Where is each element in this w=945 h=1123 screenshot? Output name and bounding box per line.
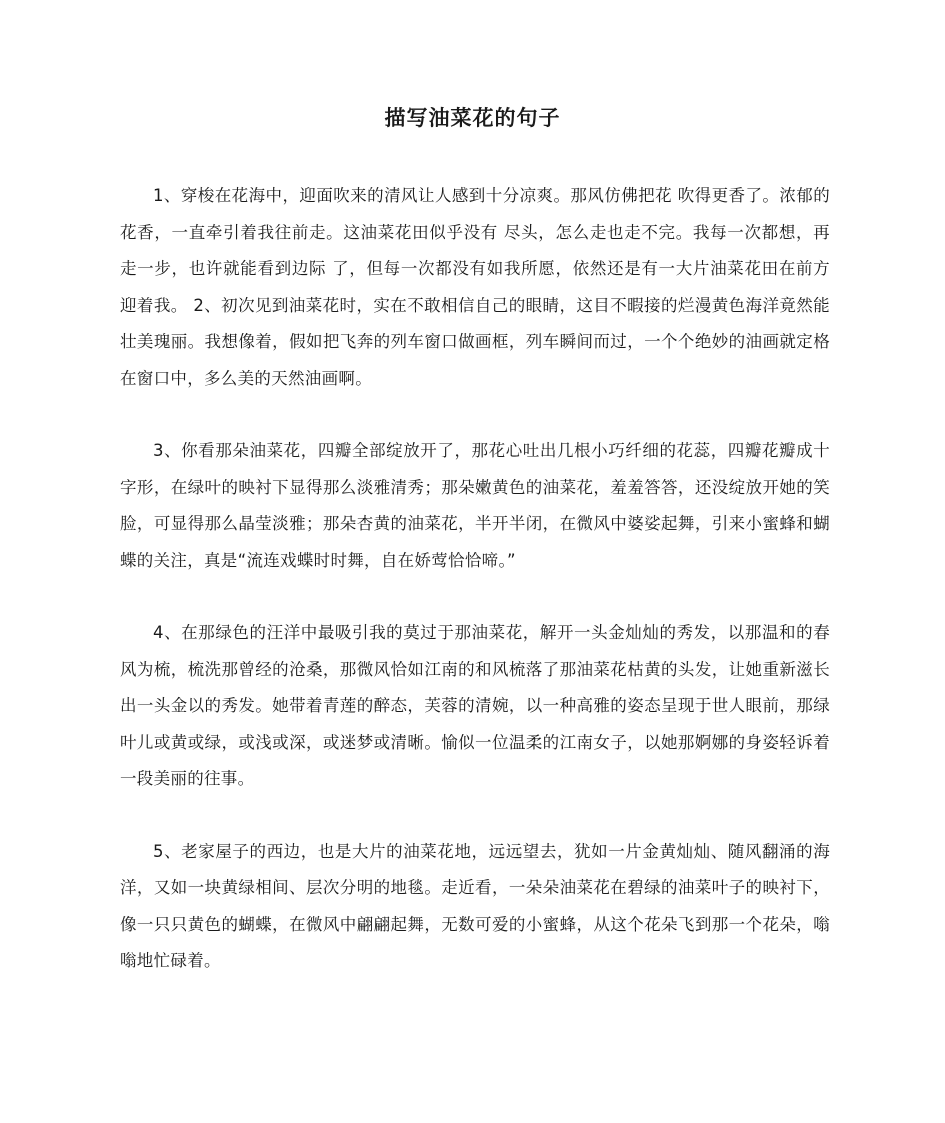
- page-title: 描写油菜花的句子: [384, 106, 561, 130]
- paragraph-2: 3、你看那朵油菜花，四瓣全部绽放开了，那花心吐出几根小巧纤细的花蕊，四瓣花瓣成十字形，在绿叶的映衬下显得那么淡雅清秀；那朵嫩黄色的油菜花，羞羞答答，还没绽放开她的笑脸，可显得那么晶莹淡雅；那朵杏黄的油菜花，半开半闭，在微风中婆娑起舞，引来小蜜蜂和蝴蝶的关注，真是“流连戏蝶时时舞，自在娇莺恰恰啼。”: [120, 441, 830, 570]
- paragraph-1: 1、穿梭在花海中，迎面吹来的清风让人感到十分凉爽。那风仿佛把花 吹得更香了。浓郁的花香，一直牵引着我往前走。这油菜花田似乎没有 尽头，怎么走也走不完。我每一次都想，再走一步，也许就能看到边际 了，但每一次都没有如我所愿，依然还是有一大片油菜花田在前方迎着我。 2、初次见到油菜花时，实在不敢相信自己的眼睛，这目不暇接的烂漫黄色海洋竟然能壮美瑰丽。我想像着，假如把飞奔的列车窗口做画框，列车瞬间而过，一个个绝妙的油画就定格在窗口中，多么美的天然油画啊。: [120, 186, 830, 388]
- paragraph-3: 4、在那绿色的汪洋中最吸引我的莫过于那油菜花，解开一头金灿灿的秀发，以那温和的春风为梳，梳洗那曾经的沧桑，那微风恰如江南的和风梳落了那油菜花枯黄的头发，让她重新滋长出一头金以的秀发。她带着青莲的醉态，芙蓉的清婉，以一种高雅的姿态呈现于世人眼前，那绿叶儿或黄或绿，或浅或深，或迷梦或清晰。愉似一位温柔的江南女子，以她那婀娜的身姿轻诉着一段美丽的往事。: [120, 623, 830, 788]
- document-body: [120, 178, 830, 980]
- paragraph-4: 5、老家屋子的西边，也是大片的油菜花地，远远望去，犹如一片金黄灿灿、随风翻涌的海洋，又如一块黄绿相间、层次分明的地毯。走近看，一朵朵油菜花在碧绿的油菜叶子的映衬下，像一只只黄色的蝴蝶，在微风中翩翩起舞，无数可爱的小蜜蜂，从这个花朵飞到那一个花朵，嗡嗡地忙碌着。: [120, 841, 830, 970]
